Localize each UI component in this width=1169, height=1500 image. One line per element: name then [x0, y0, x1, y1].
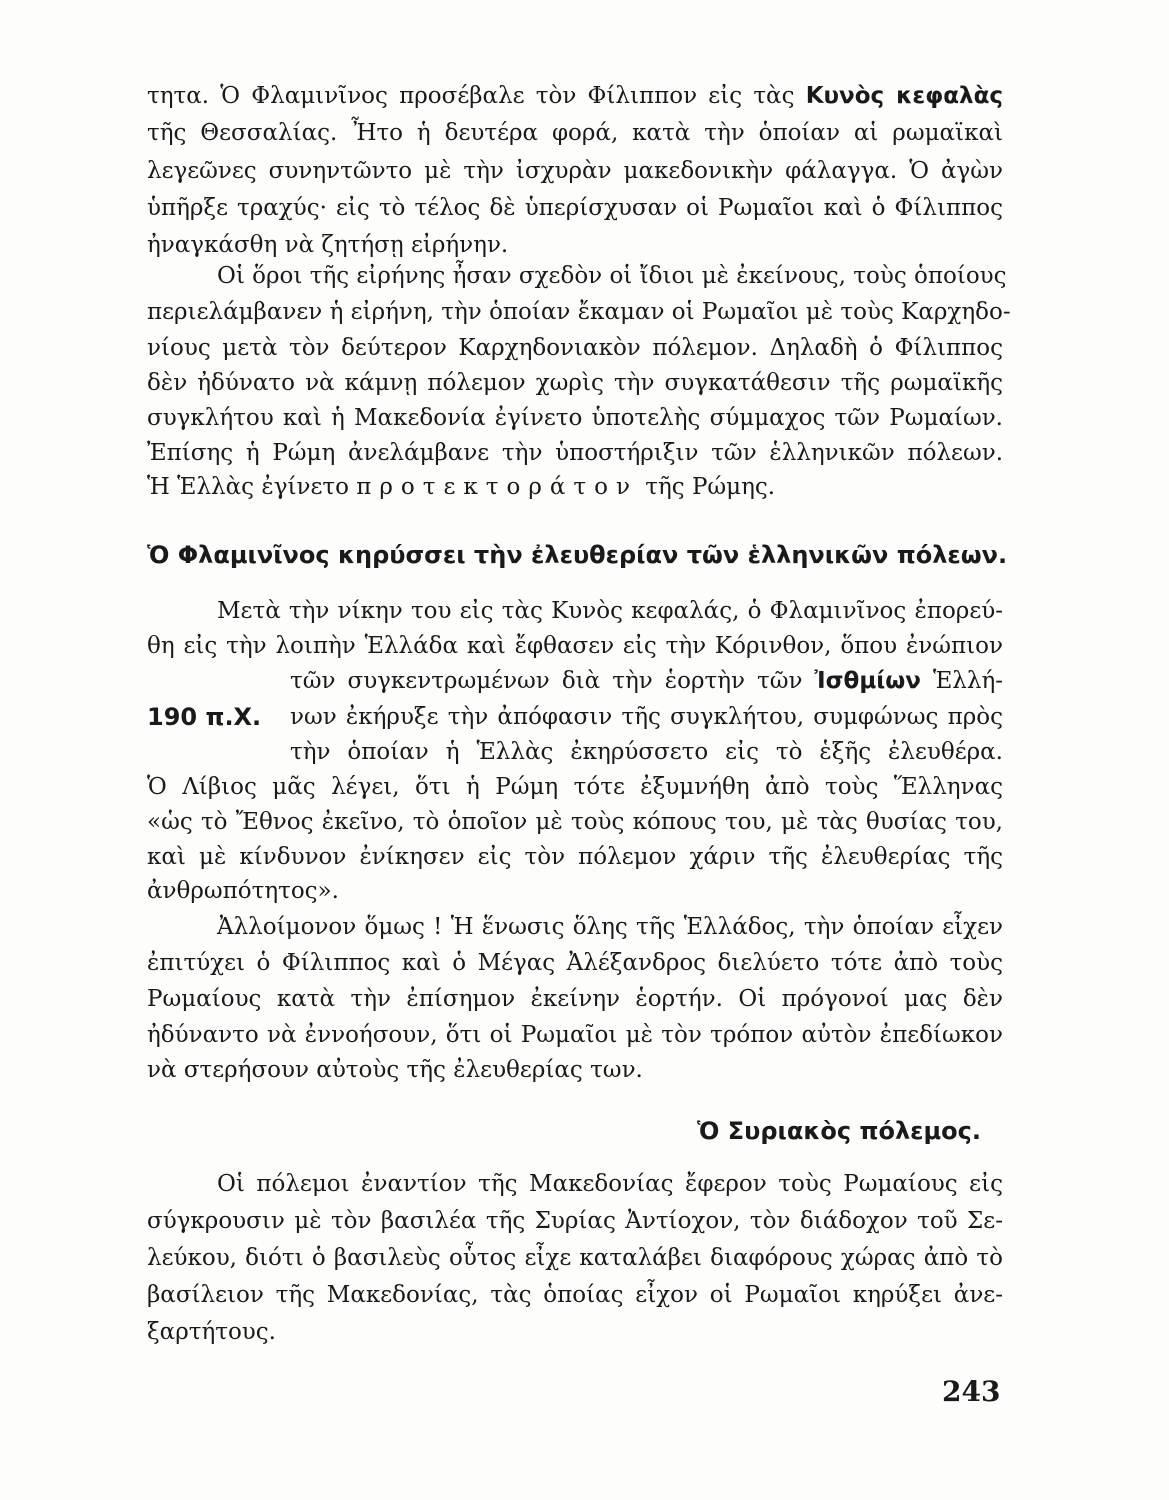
text-line: Ἡ Ἑλλὰς ἐγίνετο προτεκτοράτον τῆς Ρώμης.: [147, 474, 776, 500]
text-line: Ἐπίσης ἡ Ρώμη ἀνελάμβανε τὴν ὑποστήριξιν τῶν ἑλληνικῶν πόλεων.: [147, 440, 1003, 466]
text-line: Μετὰ τὴν νίκην του εἰς τὰς Κυνὸς κεφαλάς, ὁ Φλαμινῖνος ἐπορεύ-: [217, 598, 1003, 624]
text-line: Ὁ Λίβιος μᾶς λέγει, ὅτι ἡ Ρώμη τότε ἐξυμνήθη ἀπὸ τοὺς Ἕλληνας: [147, 774, 1003, 800]
text-line: Οἱ πόλεμοι ἐναντίον τῆς Μακεδονίας ἔφερον τοὺς Ρωμαίους εἰς: [217, 1171, 1003, 1197]
text-line: ὑπῆρξε τραχύς· εἰς τὸ τέλος δὲ ὑπερίσχυσαν οἱ Ρωμαῖοι καὶ ὁ Φίλιππος: [147, 195, 1003, 221]
text-line: ἠδύναντο νὰ ἐννοήσουν, ὅτι οἱ Ρωμαῖοι μὲ τὸν τρόπον αὐτὸν ἐπεδίωκον: [147, 1022, 1003, 1048]
page-number: 243: [942, 1375, 1001, 1408]
bold-phrase: Ἰσθμίων: [814, 668, 921, 694]
text-line: νίους μετὰ τὸν δεύτερον Καρχηδονιακὸν πόλεμον. Δηλαδὴ ὁ Φίλιππος: [147, 335, 1003, 361]
text-line: τητα. Ὁ Φλαμινῖνος προσέβαλε τὸν Φίλιππον εἰς τὰς Κυνὸς κεφαλὰς: [147, 83, 1003, 109]
text-line: θη εἰς τὴν λοιπὴν Ἑλλάδα καὶ ἔφθασεν εἰς τὴν Κόρινθον, ὅπου ἐνώπιον: [147, 633, 1003, 659]
text-line: δὲν ἠδύνατο νὰ κάμνῃ πόλεμον χωρὶς τὴν συγκατάθεσιν τῆς ρωμαϊκῆς: [147, 370, 1003, 396]
margin-date: 190 π.Χ.: [147, 703, 262, 731]
section-heading: Ὁ Συριακὸς πόλεμος.: [697, 1117, 982, 1145]
text-line: περιελάμβανεν ἡ εἰρήνη, τὴν ὁποίαν ἔκαμαν οἱ Ρωμαῖοι μὲ τοὺς Καρχηδο-: [147, 299, 1011, 325]
spaced-word: προτεκτοράτον: [356, 474, 638, 500]
text-line: βασίλειον τῆς Μακεδονίας, τὰς ὁποίας εἶχον οἱ Ρωμαῖοι κηρύξει ἀνε-: [147, 1282, 1003, 1308]
text-line: νων ἐκήρυξε τὴν ἀπόφασιν τῆς συγκλήτου, συμφώνως πρὸς: [290, 704, 1003, 730]
text-line: Ρωμαίους κατὰ τὴν ἐπίσημον ἐκείνην ἑορτήν. Οἱ πρόγονοί μας δὲν: [147, 986, 1003, 1012]
text-line: Οἱ ὅροι τῆς εἰρήνης ἦσαν σχεδὸν οἱ ἴδιοι μὲ ἐκείνους, τοὺς ὁποίους: [217, 263, 1007, 289]
text-line: ἐπιτύχει ὁ Φίλιππος καὶ ὁ Μέγας Ἀλέξανδρος διελύετο τότε ἀπὸ τοὺς: [147, 950, 1003, 976]
text-line: ἠναγκάσθη νὰ ζητήσῃ εἰρήνην.: [147, 232, 509, 258]
text-line: Ἀλλοίμονον ὅμως ! Ἡ ἕνωσις ὅλης τῆς Ἑλλάδος, τὴν ὁποίαν εἶχεν: [217, 914, 1003, 940]
text-line: σύγκρουσιν μὲ τὸν βασιλέα τῆς Συρίας Ἀντίοχον, τὸν διάδοχον τοῦ Σε-: [147, 1208, 1003, 1234]
text-line: λεύκου, διότι ὁ βασιλεὺς οὗτος εἶχε καταλάβει διαφόρους χώρας ἀπὸ τὸ: [147, 1245, 1003, 1271]
section-heading: Ὁ Φλαμινῖνος κηρύσσει τὴν ἐλευθερίαν τῶν ἑλληνικῶν πόλεων.: [147, 541, 1008, 569]
text-line: «ὡς τὸ Ἔθνος ἐκεῖνο, τὸ ὁποῖον μὲ τοὺς κόπους του, μὲ τὰς θυσίας του,: [147, 809, 1003, 835]
text-line: καὶ μὲ κίνδυνον ἐνίκησεν εἰς τὸν πόλεμον χάριν τῆς ἐλευθερίας τῆς: [147, 844, 1003, 870]
text-line: ξαρτήτους.: [147, 1319, 276, 1345]
text-line: ἀνθρωπότητος».: [147, 878, 339, 904]
bold-phrase: Κυνὸς κεφαλὰς: [805, 83, 1003, 109]
text-line: τῆς Θεσσαλίας. Ἦτο ἡ δευτέρα φορά, κατὰ τὴν ὁποίαν αἱ ρωμαϊκαὶ: [147, 120, 1003, 146]
text-line: συγκλήτου καὶ ἡ Μακεδονία ἐγίνετο ὑποτελὴς σύμμαχος τῶν Ρωμαίων.: [147, 405, 1003, 431]
text-line: τὴν ὁποίαν ἡ Ἑλλὰς ἐκηρύσσετο εἰς τὸ ἑξῆς ἐλευθέρα.: [290, 739, 1003, 765]
text-line: λεγεῶνες συνηντῶντο μὲ τὴν ἰσχυρὰν μακεδονικὴν φάλαγγα. Ὁ ἀγὼν: [147, 158, 1003, 184]
text-line: νὰ στερήσουν αὐτοὺς τῆς ἐλευθερίας των.: [147, 1057, 643, 1083]
text-line: τῶν συγκεντρωμένων διὰ τὴν ἑορτὴν τῶν Ἰσθμίων Ἑλλή-: [290, 668, 1004, 694]
